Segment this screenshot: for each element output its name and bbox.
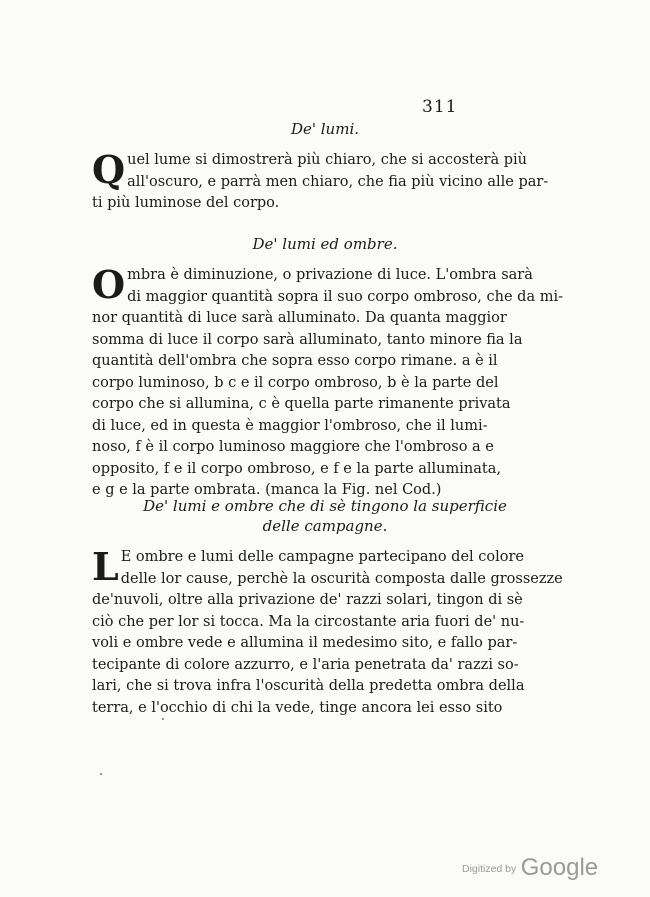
google-watermark	[462, 854, 598, 882]
scan-speck	[100, 773, 102, 775]
section-heading-campagne-2: delle campagne.	[262, 517, 388, 535]
section-heading-lumi: De' lumi.	[290, 120, 360, 138]
text-line: noso, f è il corpo luminoso maggiore che l'ombroso a e	[92, 439, 494, 455]
text-line: voli e ombre vede e allumina il medesimo sito, e fallo par-	[92, 635, 518, 651]
text-line: ciò che per lor si tocca. Ma la circostante aria fuori de' nu-	[92, 613, 525, 630]
text-line: de'nuvoli, oltre alla privazione de' razzi solari, tingon di sè	[92, 592, 523, 608]
text-line: terra, e l'occhio di chi la vede, tinge ancora lei esso sito	[92, 699, 503, 716]
text-line: nor quantità di luce sarà alluminato. Da quanta maggior	[92, 310, 507, 326]
text-line: ti più luminose del corpo.	[92, 195, 280, 211]
text-line: tecipante di colore azzurro, e l'aria penetrata da' razzi so-	[92, 656, 519, 673]
text-line: corpo luminoso, b c e il corpo ombroso, b è la parte del	[92, 374, 499, 391]
drop-cap: O	[92, 262, 126, 307]
text-line: di luce, ed in questa è maggior l'ombroso, che il lumi-	[92, 417, 488, 434]
text-line: E ombre e lumi delle campagne partecipano del colore	[120, 549, 525, 565]
section-heading-campagne-1: De' lumi e ombre che di sè tingono la superficie	[143, 497, 507, 515]
text-line: lari, che si trova infra l'oscurità della predetta ombra della	[92, 678, 525, 694]
text-line: delle lor cause, perchè la oscurità composta dalle grossezze	[120, 570, 563, 587]
google-logo: Google	[520, 854, 599, 881]
paragraph-lumi	[92, 147, 549, 215]
text-line: opposito, f e il corpo ombroso, e f e la parte alluminata,	[92, 460, 501, 477]
text-line: all'oscuro, e parrà men chiaro, che fia più vicino alle par-	[127, 173, 549, 190]
page-number: 311	[422, 97, 458, 117]
text-line: di maggior quantità sopra il suo corpo ombroso, che da mi-	[127, 288, 563, 305]
watermark-prefix: Digitized by	[462, 863, 517, 875]
text-line: e g e la parte ombrata. (manca la Fig. nel Cod.)	[92, 482, 442, 498]
drop-cap: L	[92, 544, 119, 589]
text-line: quantità dell'ombra che sopra esso corpo rimane. a è il	[92, 353, 498, 369]
drop-cap: Q	[92, 147, 126, 192]
paragraph-lumi-ombre	[92, 262, 563, 502]
text-line: corpo che si allumina, c è quella parte rimanente privata	[92, 396, 511, 412]
section-heading-lumi-ombre: De' lumi ed ombre.	[252, 235, 398, 253]
paragraph-campagne	[92, 544, 563, 719]
text-line: uel lume si dimostrerà più chiaro, che si accosterà più	[127, 152, 527, 168]
text-line: somma di luce il corpo sarà alluminato, tanto minore fia la	[92, 331, 523, 348]
scan-speck	[162, 718, 164, 720]
text-line: mbra è diminuzione, o privazione di luce. L'ombra sarà	[127, 267, 533, 283]
